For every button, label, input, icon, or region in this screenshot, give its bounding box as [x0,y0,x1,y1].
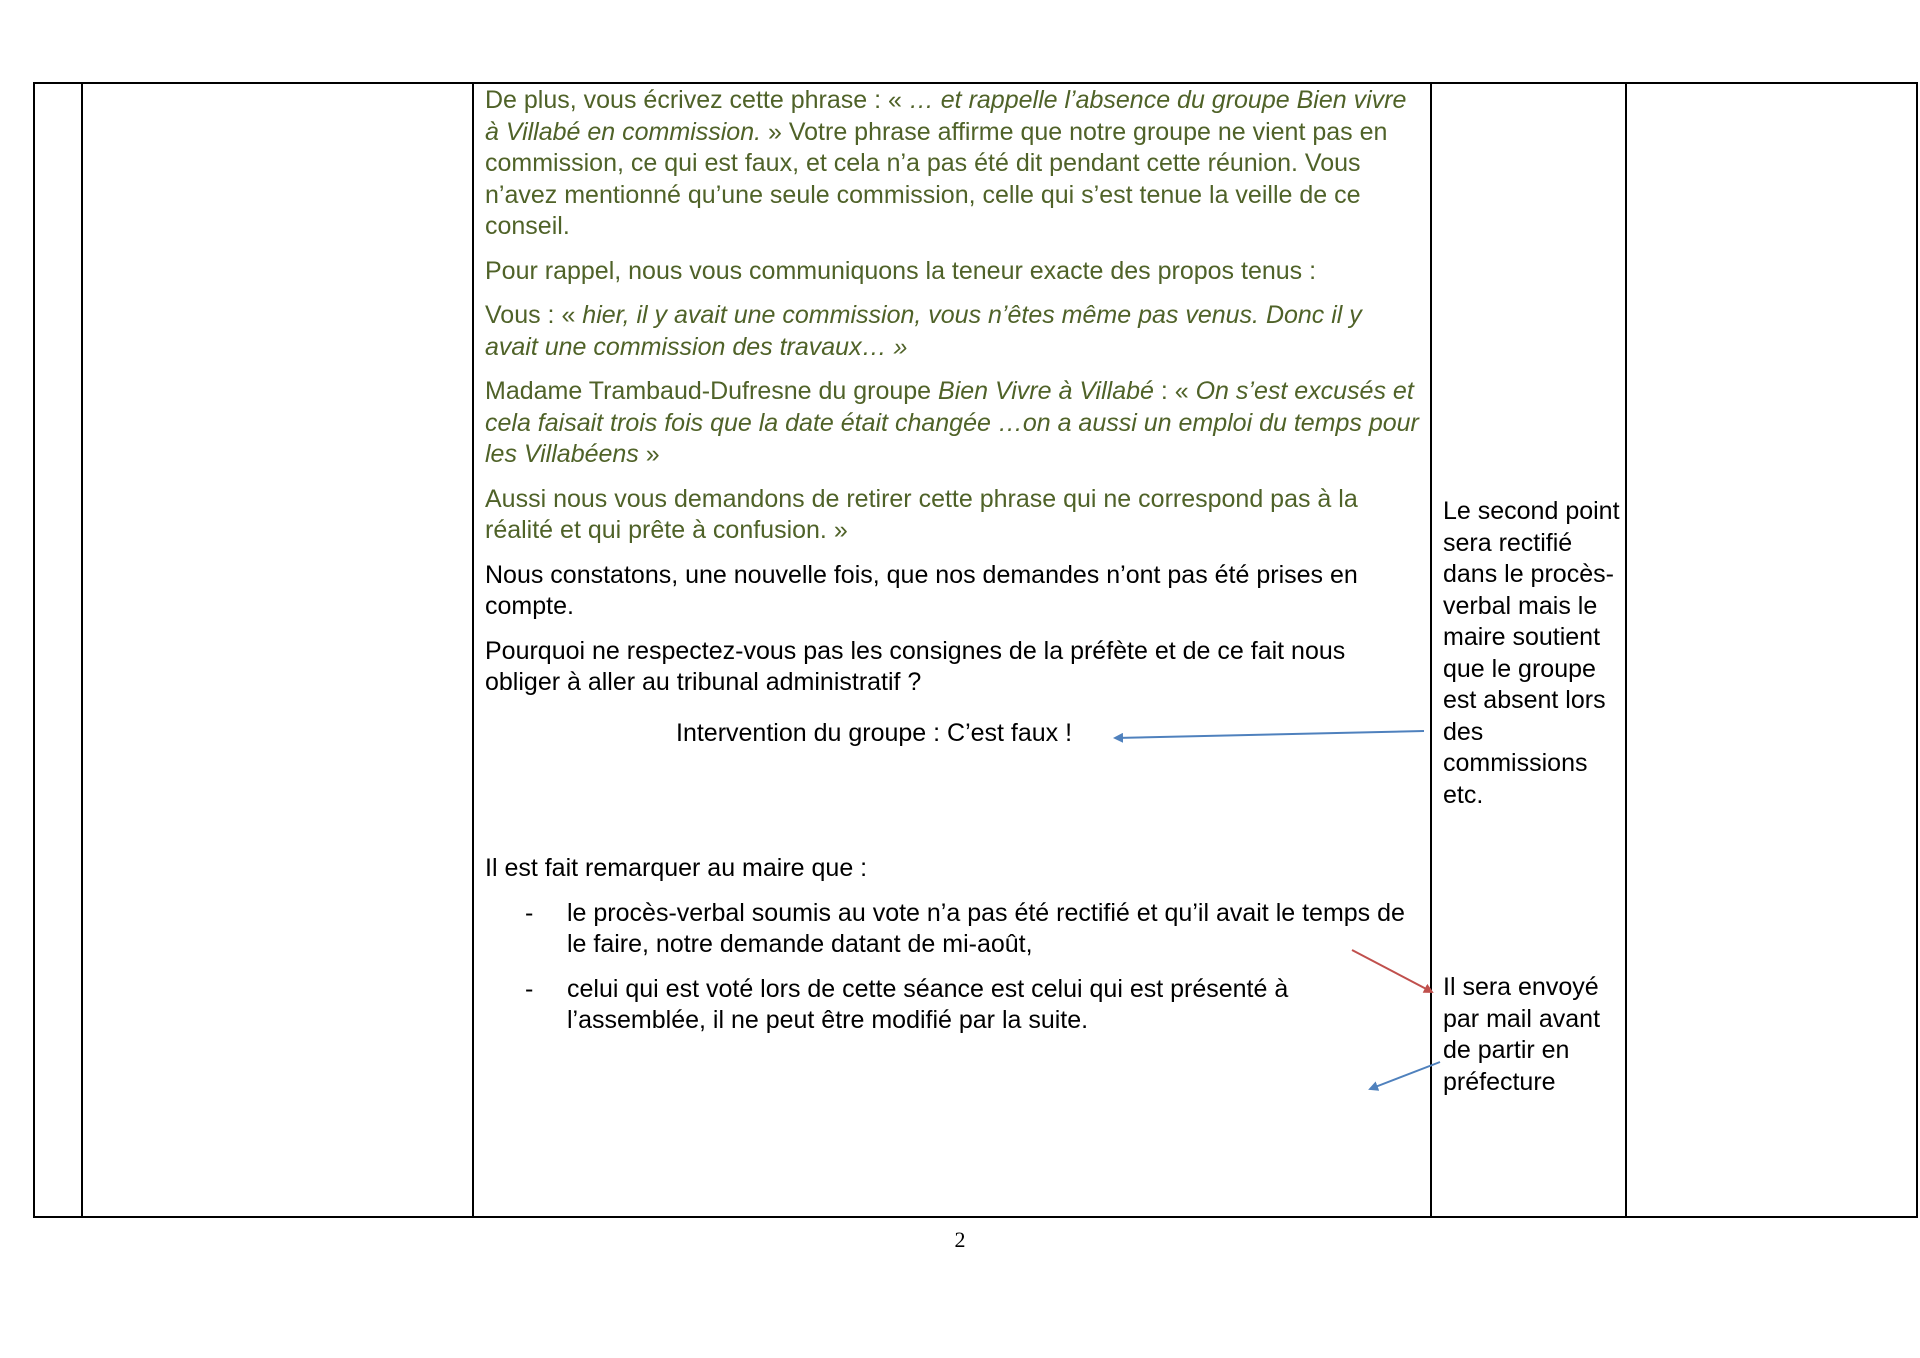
paragraph-reminder: Pour rappel, nous vous communiquons la teneur exacte des propos tenus : [485,256,1317,285]
list-item-text: le procès-verbal soumis au vote n’a pas été rectifié et qu’il avait le temps de le faire, notre demande datant de mi-août, [567,898,1405,958]
side-note-rectification: Le second point sera rectifié dans le procès-verbal mais le maire soutient que le groupe est absent lors des commissions etc. [1443,497,1620,809]
quoted-speech: On s’est excusés et cela faisait trois fois que la date était changée …on a aussi un emploi du temps pour les Villabéens [485,377,1419,468]
remark-intro: Il est fait remarquer au maire que : [485,854,868,882]
bullet-dash: - [525,898,534,927]
text-span: Vous : « [485,301,583,329]
paragraph-request: Aussi nous vous demandons de retirer cette phrase qui ne correspond pas à la réalité et qui prête à confusion. » [485,484,1358,544]
text-span: Madame Trambaud-Dufresne du groupe [485,377,939,405]
text-span: » Votre phrase affirme que notre groupe ne vient pas en commission, ce qui est faux, et cela n’a pas été dit pendant cette réunion. Vous n’avez mentionné qu’une seule commission, celle qui s’est tenue la veille de ce conseil. [485,117,1388,240]
intervention-line: Intervention du groupe : C’est faux ! [676,719,1073,747]
text-span: De plus, vous écrivez cette phrase : « [485,86,909,114]
page-number: 2 [954,1227,966,1252]
arrow-to-intervention [1115,731,1424,738]
quoted-phrase: … et rappelle l’absence du groupe Bien vivre à Villabé en commission. [485,86,1407,146]
text-span: » [638,440,660,468]
bullet-dash: - [525,974,534,1003]
paragraph-question: Pourquoi ne respectez-vous pas les consignes de la préfète et de ce fait nous obliger à aller au tribunal administratif ? [485,636,1346,696]
group-name: Bien Vivre à Villabé [938,377,1154,405]
arrow-to-note-2 [1352,950,1432,992]
arrow-to-bullet-2 [1370,1062,1440,1089]
paragraph-constat: Nous constatons, une nouvelle fois, que nos demandes n’ont pas été prises en compte. [485,560,1358,620]
side-note-envoi: Il sera envoyé par mail avant de partir en préfecture [1443,973,1601,1096]
text-span: : « [1153,377,1196,405]
quoted-speech: hier, il y avait une commission, vous n’êtes même pas venus. Donc il y avait une commission des travaux… » [485,301,1362,361]
list-item-text: celui qui est voté lors de cette séance est celui qui est présenté à l’assemblée, il ne peut être modifié par la suite. [567,974,1289,1034]
